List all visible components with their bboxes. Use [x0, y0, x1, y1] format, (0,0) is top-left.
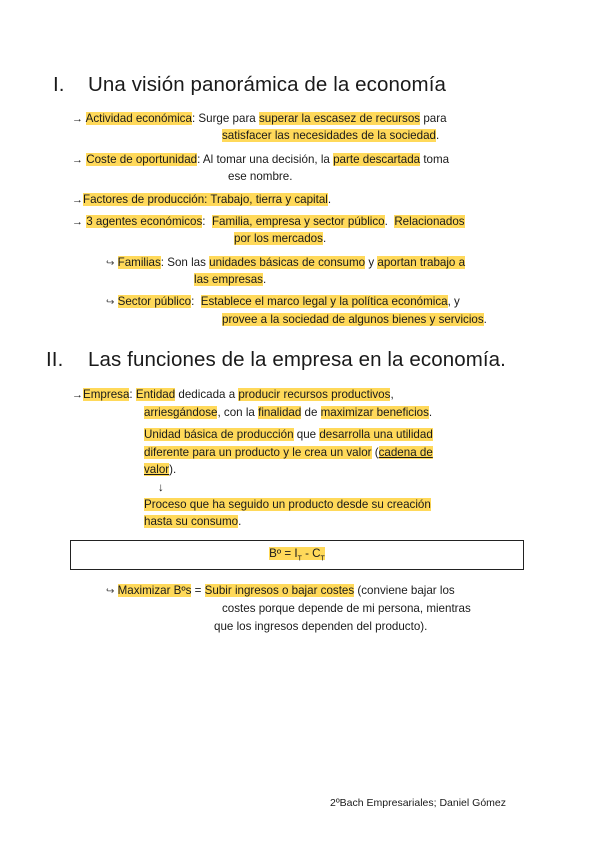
actividad-line-1: → Actividad económica: Surge para superar la escasez de recursos para	[72, 112, 447, 125]
sector-term: Sector público	[117, 295, 192, 308]
benefit-formula: Bº = $I_T - C_T$	[269, 547, 325, 563]
sector-line-1: ↪ Sector público: Establece el marco legal y la política económica, y	[106, 295, 460, 308]
coste-highlight: parte descartada	[333, 153, 421, 166]
agentes-line-2: por los mercados.	[234, 232, 327, 245]
unidad-line-1: Unidad básica de producción que desarrolla una utilidad	[144, 428, 433, 441]
familias-term: Familias	[117, 256, 161, 269]
unidad-line-3: valor).	[144, 463, 177, 476]
factores-line: →Factores de producción: Trabajo, tierra y capital.	[72, 193, 332, 206]
factores-term: Factores de producción: Trabajo, tierra y capital	[83, 193, 328, 206]
maximizar-line-1: ↪ Maximizar Bºs = Subir ingresos o bajar costes (conviene bajar los	[106, 584, 455, 597]
empresa-line-2: arriesgándose, con la finalidad de maximizar beneficios.	[144, 406, 433, 419]
section-1-numeral: I.	[53, 73, 65, 96]
arrow-right-icon: →	[72, 194, 83, 206]
maximizar-line-3: que los ingresos dependen del producto).	[214, 620, 428, 633]
agentes-term: 3 agentes económicos	[86, 215, 203, 228]
familias-line-1: ↪ Familias: Son las unidades básicas de consumo y aportan trabajo a	[106, 256, 466, 269]
empresa-term: Empresa	[83, 388, 130, 401]
proceso-line-1: Proceso que ha seguido un producto desde su creación	[144, 498, 431, 511]
section-1-title: Una visión panorámica de la economía	[88, 73, 446, 96]
arrow-right-icon: →	[72, 113, 83, 125]
sector-line-2: provee a la sociedad de algunos bienes y servicios.	[222, 313, 487, 326]
proceso-line-2: hasta su consumo.	[144, 515, 242, 528]
coste-line-1: → Coste de oportunidad: Al tomar una decisión, la parte descartada toma	[72, 153, 450, 166]
agentes-highlight: Familia, empresa y sector público	[211, 215, 385, 228]
unidad-line-2: diferente para un producto y le crea un valor (cadena de	[144, 446, 433, 459]
section-2-title: Las funciones de la empresa en la economía.	[88, 348, 506, 371]
agentes-line-1: → 3 agentes económicos: Familia, empresa y sector público. Relacionados	[72, 215, 465, 228]
maximizar-line-2: costes porque depende de mi persona, mientras	[222, 602, 471, 615]
actividad-line-2: satisfacer las necesidades de la sociedad.	[222, 129, 440, 142]
return-arrow-icon: ↪	[106, 297, 115, 308]
empresa-line-1: →Empresa: Entidad dedicada a producir recursos productivos,	[72, 388, 394, 401]
formula-box	[70, 540, 524, 570]
actividad-term: Actividad económica	[85, 112, 192, 125]
section-2-numeral: II.	[46, 348, 64, 371]
arrow-down-icon: ↓	[158, 481, 164, 494]
return-arrow-icon: ↪	[106, 258, 115, 269]
arrow-right-icon: →	[72, 389, 83, 401]
maximizar-term: Maximizar Bºs	[117, 584, 192, 597]
return-arrow-icon: ↪	[106, 586, 115, 597]
arrow-right-icon: →	[72, 154, 83, 166]
familias-line-2: las empresas.	[194, 273, 267, 286]
coste-term: Coste de oportunidad	[86, 153, 198, 166]
actividad-highlight: superar la escasez de recursos	[258, 112, 421, 125]
footer-author: 2ºBach Empresariales; Daniel Gómez	[330, 797, 506, 809]
arrow-right-icon: →	[72, 216, 83, 228]
coste-line-2: ese nombre.	[228, 170, 293, 183]
